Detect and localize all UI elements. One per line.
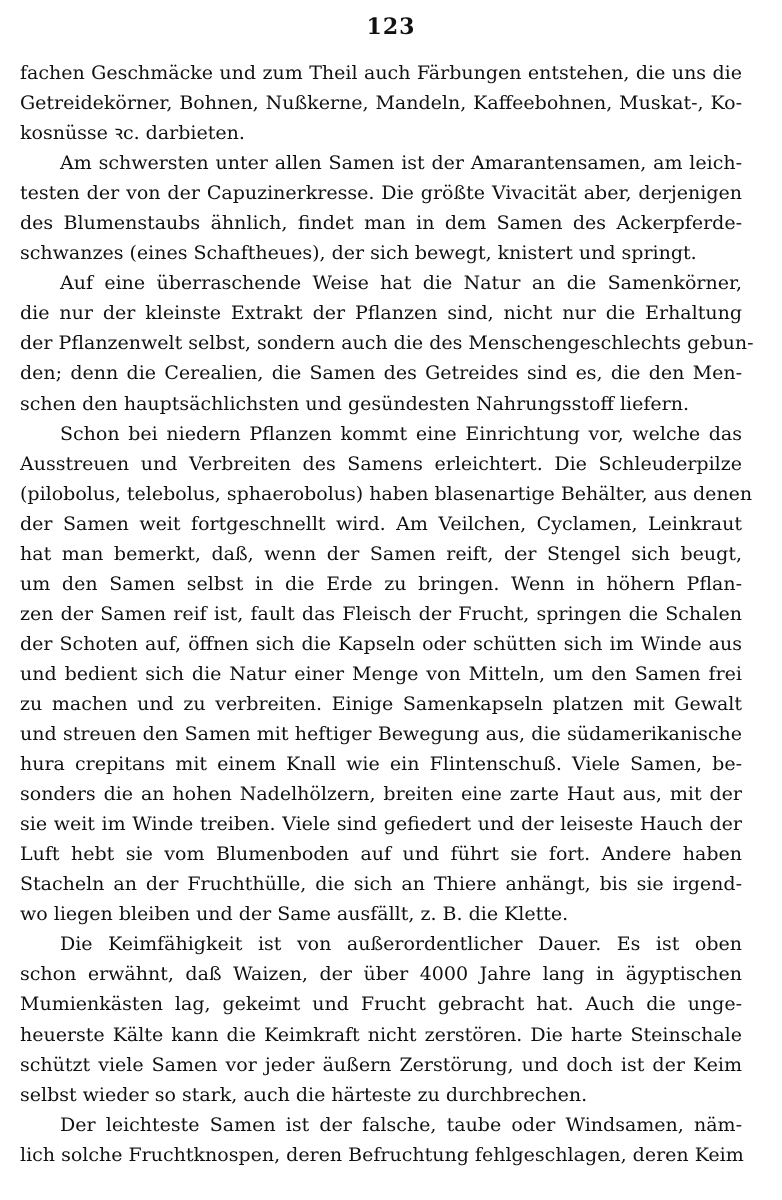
text-line: schwanzes (eines Schaftheues), der sich bewegt, knistert und springt. bbox=[20, 242, 697, 265]
text-line: der Schoten auf, öffnen sich die Kapseln oder schütten sich im Winde aus bbox=[20, 632, 742, 655]
text-line: der Samen weit fortgeschnellt wird. Am Veilchen, Cyclamen, Leinkraut bbox=[20, 512, 742, 535]
text-line: Luft hebt sie vom Blumenboden auf und führt sie fort. Andere haben bbox=[20, 843, 742, 866]
text-line: schen den hauptsächlichsten und gesündesten Nahrungsstoff liefern. bbox=[20, 392, 689, 415]
text-line: und streuen den Samen mit heftiger Bewegung aus, die südamerikanische bbox=[20, 723, 742, 746]
text-line: Die Keimfähigkeit ist von außerordentlicher Dauer. Es ist oben bbox=[60, 933, 742, 956]
text-line: heuerste Kälte kann die Keimkraft nicht zerstören. Die harte Steinschale bbox=[20, 1023, 742, 1046]
text-line: Der leichteste Samen ist der falsche, taube oder Windsamen, näm- bbox=[60, 1113, 742, 1136]
text-line: zu machen und zu verbreiten. Einige Samenkapseln platzen mit Gewalt bbox=[20, 692, 742, 715]
text-line: des Blumenstaubs ähnlich, findet man in dem Samen des Ackerpferde- bbox=[20, 212, 742, 235]
text-line: um den Samen selbst in die Erde zu bringen. Wenn in höhern Pflan- bbox=[20, 572, 742, 595]
text-line: kosnüsse ꝛc. darbieten. bbox=[20, 122, 245, 145]
text-line: hura crepitans mit einem Knall wie ein Flintenschuß. Viele Samen, be- bbox=[20, 753, 742, 776]
text-line: (pilobolus, telebolus, sphaerobolus) haben blasenartige Behälter, aus denen bbox=[20, 482, 753, 505]
text-line: der Pflanzenwelt selbst, sondern auch die des Menschengeschlechts gebun- bbox=[20, 332, 754, 355]
text-line: und bedient sich die Natur einer Menge von Mitteln, um den Samen frei bbox=[20, 662, 742, 685]
text-line: Mumienkästen lag, gekeimt und Frucht gebracht hat. Auch die unge- bbox=[20, 993, 742, 1016]
text-line: den; denn die Cerealien, die Samen des Getreides sind es, die den Men- bbox=[20, 362, 742, 385]
text-line: zen der Samen reif ist, fault das Fleisch der Frucht, springen die Schalen bbox=[20, 602, 742, 625]
text-line: Stacheln an der Fruchthülle, die sich an Thiere anhängt, bis sie irgend- bbox=[20, 873, 742, 896]
text-line: Schon bei niedern Pflanzen kommt eine Einrichtung vor, welche das bbox=[60, 422, 742, 445]
text-line: schon erwähnt, daß Waizen, der über 4000 Jahre lang in ägyptischen bbox=[20, 963, 742, 986]
text-line: sie weit im Winde treiben. Viele sind gefiedert und der leiseste Hauch der bbox=[20, 813, 742, 836]
text-line: Getreidekörner, Bohnen, Nußkerne, Mandeln, Kaffeebohnen, Muskat-, Ko- bbox=[20, 92, 742, 115]
text-line: wo liegen bleiben und der Same ausfällt, z. B. die Klette. bbox=[20, 903, 569, 926]
page-number: 123 bbox=[366, 14, 416, 40]
text-line: schützt viele Samen vor jeder äußern Zerstörung, und doch ist der Keim bbox=[20, 1053, 742, 1076]
text-line: Am schwersten unter allen Samen ist der Amarantensamen, am leich- bbox=[60, 152, 742, 175]
text-line: Auf eine überraschende Weise hat die Natur an die Samenkörner, bbox=[60, 272, 742, 295]
text-line: testen der von der Capuzinerkresse. Die größte Vivacität aber, derjenigen bbox=[20, 182, 742, 205]
text-line: selbst wieder so stark, auch die härteste zu durchbrechen. bbox=[20, 1083, 588, 1106]
body-text bbox=[20, 58, 754, 1170]
text-line: die nur der kleinste Extrakt der Pflanzen sind, nicht nur die Erhaltung bbox=[20, 302, 742, 325]
text-line: sonders die an hohen Nadelhölzern, breiten eine zarte Haut aus, mit der bbox=[20, 783, 742, 806]
text-line: Ausstreuen und Verbreiten des Samens erleichtert. Die Schleuderpilze bbox=[20, 452, 742, 475]
text-line: fachen Geschmäcke und zum Theil auch Färbungen entstehen, die uns die bbox=[20, 62, 742, 84]
text-line: hat man bemerkt, daß, wenn der Samen reift, der Stengel sich beugt, bbox=[20, 542, 742, 565]
text-line: lich solche Fruchtknospen, deren Befruchtung fehlgeschlagen, deren Keim bbox=[20, 1143, 744, 1166]
